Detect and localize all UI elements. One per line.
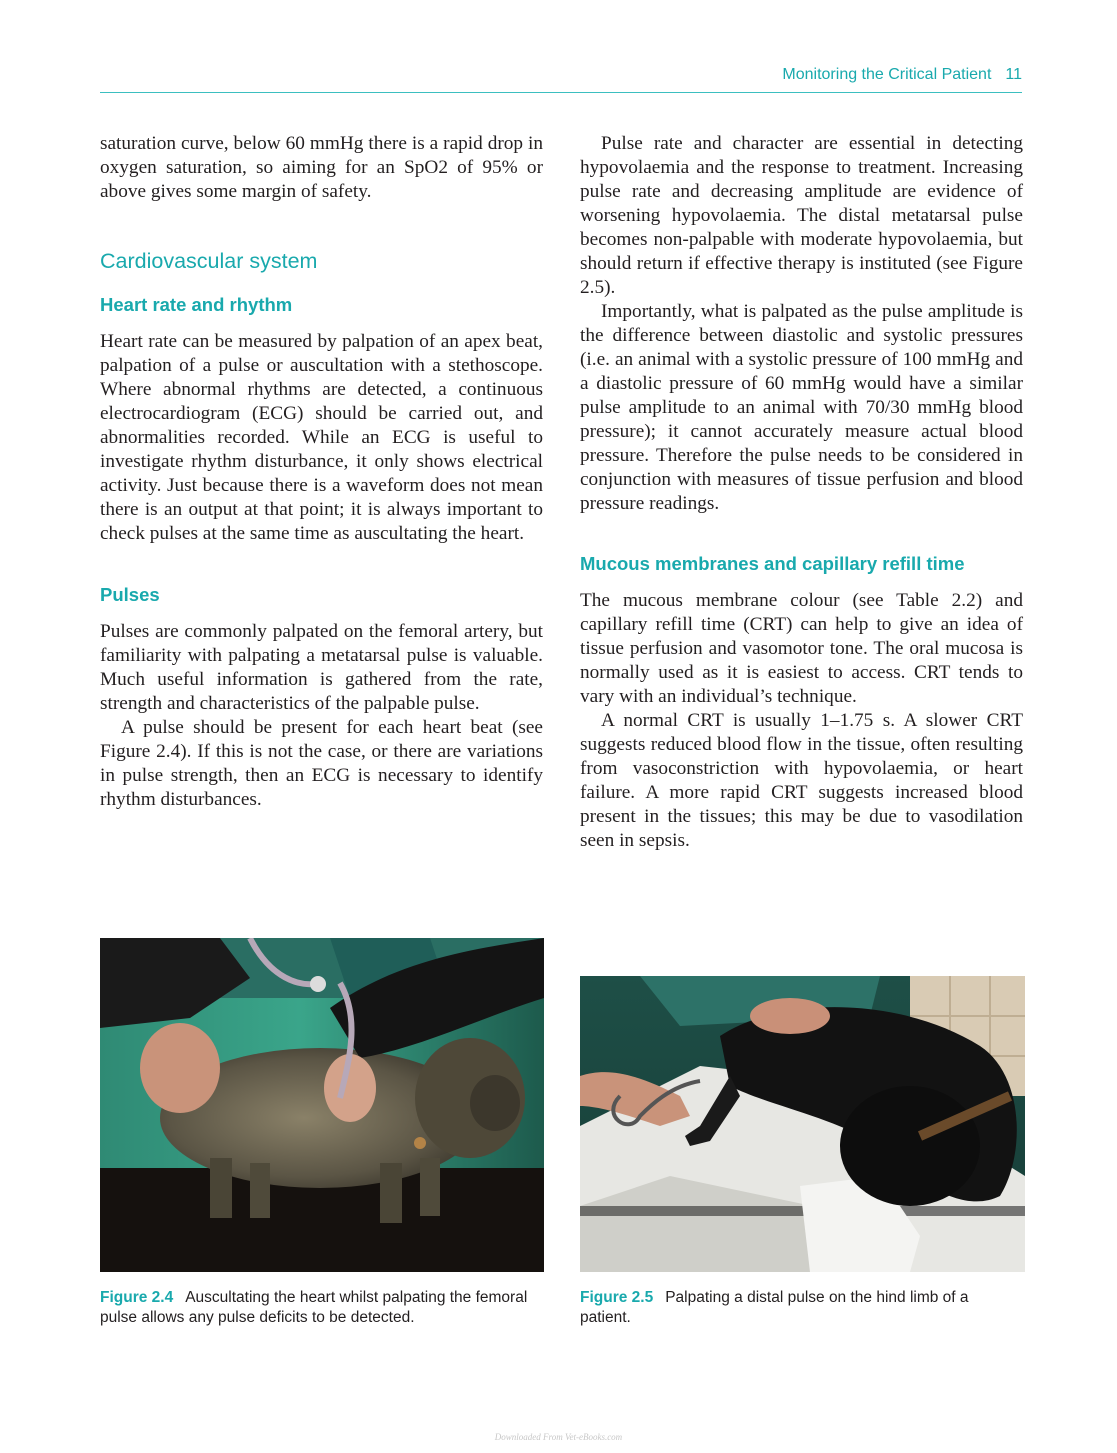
pulse-rate-paragraph: Pulse rate and character are essential in detecting hypovolaemia and the response to treatment. Increasing pulse rate and decreasing amplitude are evidence of worsening hypovolaemia. The distal metatarsal pulse becomes non-palpable with moderate hypovolaemia, but should return if effective therapy is instituted (see Figure 2.5). xyxy=(580,133,1023,298)
figure-2-5-caption xyxy=(580,1288,1020,1328)
mucous-paragraph-2: A normal CRT is usually 1–1.75 s. A slower CRT suggests reduced blood flow in the tissue, often resulting from vasoconstriction with hypovolaemia, or heart failure. A more rapid CRT suggests increased blood present in the tissues; this may be due to vasodilation seen in sepsis. xyxy=(580,710,1023,851)
heading-mucous-membranes: Mucous membranes and capillary refill time xyxy=(580,553,965,574)
figure-2-4-label: Figure 2.4 xyxy=(100,1289,174,1306)
mucous-paragraph-1: The mucous membrane colour (see Table 2.2) and capillary refill time (CRT) can help to give an idea of tissue perfusion and vasomotor tone. The oral mucosa is normally used as it is easiest to access. CRT tends to vary with an individual’s technique. xyxy=(580,590,1023,707)
figure-2-5-caption-text: Palpating a distal pulse on the hind limb of a patient. xyxy=(580,1289,969,1326)
running-head xyxy=(100,66,1022,93)
running-title: Monitoring the Critical Patient xyxy=(782,66,992,83)
figure-2-4-photo xyxy=(100,938,544,1272)
figure-2-5-photo xyxy=(580,976,1025,1272)
footer-watermark: Downloaded From Vet-eBooks.com xyxy=(494,1432,623,1442)
heading-pulses: Pulses xyxy=(100,584,160,605)
figure-2-4-caption xyxy=(100,1288,544,1328)
heading-heart-rate: Heart rate and rhythm xyxy=(100,294,293,315)
page-number: 11 xyxy=(1005,66,1022,83)
pulses-paragraph-2: A pulse should be present for each heart beat (see Figure 2.4). If this is not the case, or there are variations in pulse strength, then an ECG is necessary to identify rhythm disturbances. xyxy=(100,717,543,810)
section-heading-cardiovascular: Cardiovascular system xyxy=(100,249,318,273)
figure-2-5-label: Figure 2.5 xyxy=(580,1289,654,1306)
figure-2-4-caption-text: Auscultating the heart whilst palpating the femoral pulse allows any pulse deficits to be detected. xyxy=(100,1289,528,1326)
pulses-paragraph-1: Pulses are commonly palpated on the femoral artery, but familiarity with palpating a metatarsal pulse is valuable. Much useful information is gathered from the rate, strength and characteristics of the palpable pulse. xyxy=(100,621,543,714)
right-column xyxy=(580,132,1023,853)
intro-paragraph: saturation curve, below 60 mmHg there is a rapid drop in oxygen saturation, so aiming for an SpO2 of 95% or above gives some margin of safety. xyxy=(100,133,543,202)
amplitude-paragraph: Importantly, what is palpated as the pulse amplitude is the difference between diastolic and systolic pressures (i.e. an animal with a systolic pressure of 100 mmHg and a diastolic pressure of 60 mmHg would have a similar pulse amplitude to an animal with 70/30 mmHg blood pressure); it cannot accurately measure actual blood pressure. Therefore the pulse needs to be considered in conjunction with measures of tissue perfusion and blood pressure readings. xyxy=(580,301,1023,514)
heart-rate-paragraph: Heart rate can be measured by palpation of an apex beat, palpation of a pulse or auscultation with a stethoscope. Where abnormal rhythms are detected, a continuous electrocardiogram (ECG) should be carried out, and abnormalities recorded. While an ECG is useful to investigate rhythm disturbance, it only shows electrical activity. Just because there is a waveform does not mean there is an output at that point; it is always important to check pulses at the same time as auscultating the heart. xyxy=(100,331,543,544)
left-column xyxy=(100,132,543,812)
